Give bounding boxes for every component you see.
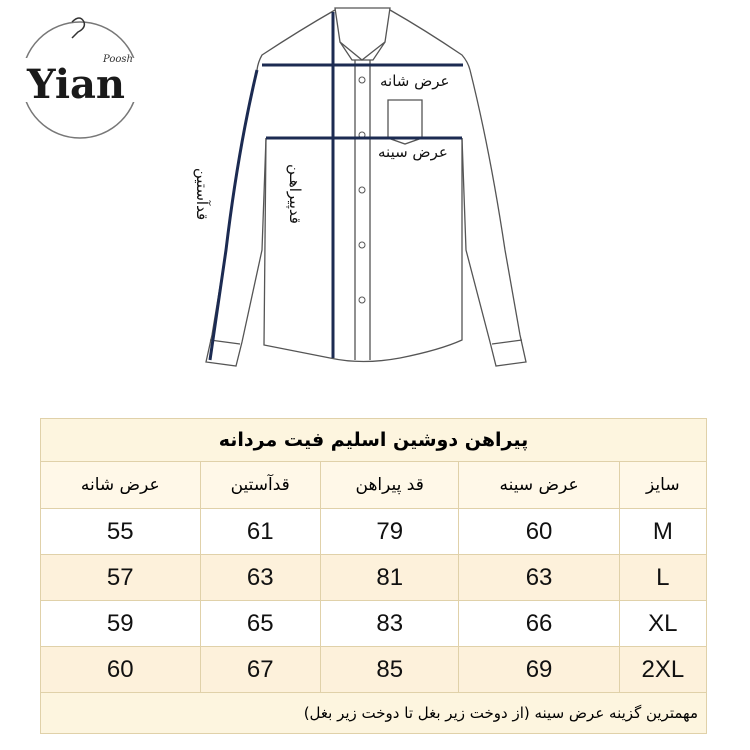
header-size: سایز xyxy=(619,462,706,509)
header-chest: عرض سینه xyxy=(459,462,619,509)
cell-size: M xyxy=(619,509,706,555)
shoulder-label: عرض شانه xyxy=(380,72,450,90)
cell-shirt-length: 83 xyxy=(320,601,459,647)
header-shoulder: عرض شانه xyxy=(41,462,201,509)
table-note: مهمترین گزینه عرض سینه (از دوخت زیر بغل تا دوخت زیر بغل) xyxy=(41,693,707,734)
hanger-icon xyxy=(72,18,84,38)
header-sleeve-length: قدآستین xyxy=(200,462,320,509)
sleeve-measure-line xyxy=(210,70,257,360)
table-row xyxy=(41,601,707,647)
cell-shoulder: 59 xyxy=(41,601,201,647)
shirt-buttons xyxy=(359,77,365,303)
table-note-row xyxy=(41,693,707,734)
button xyxy=(359,297,365,303)
cell-shirt-length: 81 xyxy=(320,555,459,601)
cell-chest: 63 xyxy=(459,555,619,601)
cell-chest: 66 xyxy=(459,601,619,647)
cell-sleeve-length: 65 xyxy=(200,601,320,647)
brand-logo xyxy=(10,10,150,145)
button xyxy=(359,77,365,83)
shirt-diagram xyxy=(180,0,560,380)
cell-sleeve-length: 63 xyxy=(200,555,320,601)
right-shoulder-seam xyxy=(390,10,470,70)
table-row xyxy=(41,509,707,555)
cell-chest: 69 xyxy=(459,647,619,693)
cell-shoulder: 57 xyxy=(41,555,201,601)
logo-word: Yian xyxy=(26,61,126,108)
right-sleeve xyxy=(462,70,526,366)
table-title-row xyxy=(41,419,707,462)
cell-sleeve-length: 67 xyxy=(200,647,320,693)
shirt-outline xyxy=(206,8,526,366)
table-header-row xyxy=(41,462,707,509)
cell-shirt-length: 85 xyxy=(320,647,459,693)
left-shoulder-seam xyxy=(257,10,335,70)
table-row xyxy=(41,647,707,693)
cell-size: 2XL xyxy=(619,647,706,693)
button xyxy=(359,187,365,193)
chest-label: عرض سینه xyxy=(378,143,448,161)
logo-sub: Poosh xyxy=(103,54,133,65)
cell-size: XL xyxy=(619,601,706,647)
sleeve-length-label: قدآستین xyxy=(193,167,212,221)
cell-shoulder: 55 xyxy=(41,509,201,555)
button xyxy=(359,242,365,248)
size-table xyxy=(40,418,707,734)
cell-sleeve-length: 61 xyxy=(200,509,320,555)
header-shirt-length: قد پیراهن xyxy=(320,462,459,509)
cell-chest: 60 xyxy=(459,509,619,555)
table-title: پیراهن دوشین اسلیم فیت مردانه xyxy=(41,419,707,462)
cell-shoulder: 60 xyxy=(41,647,201,693)
table-row xyxy=(41,555,707,601)
cell-size: L xyxy=(619,555,706,601)
collar-outline xyxy=(335,8,390,60)
cell-shirt-length: 79 xyxy=(320,509,459,555)
shirt-length-label: قدپیراهـن xyxy=(285,164,304,224)
measure-lines xyxy=(210,12,463,360)
